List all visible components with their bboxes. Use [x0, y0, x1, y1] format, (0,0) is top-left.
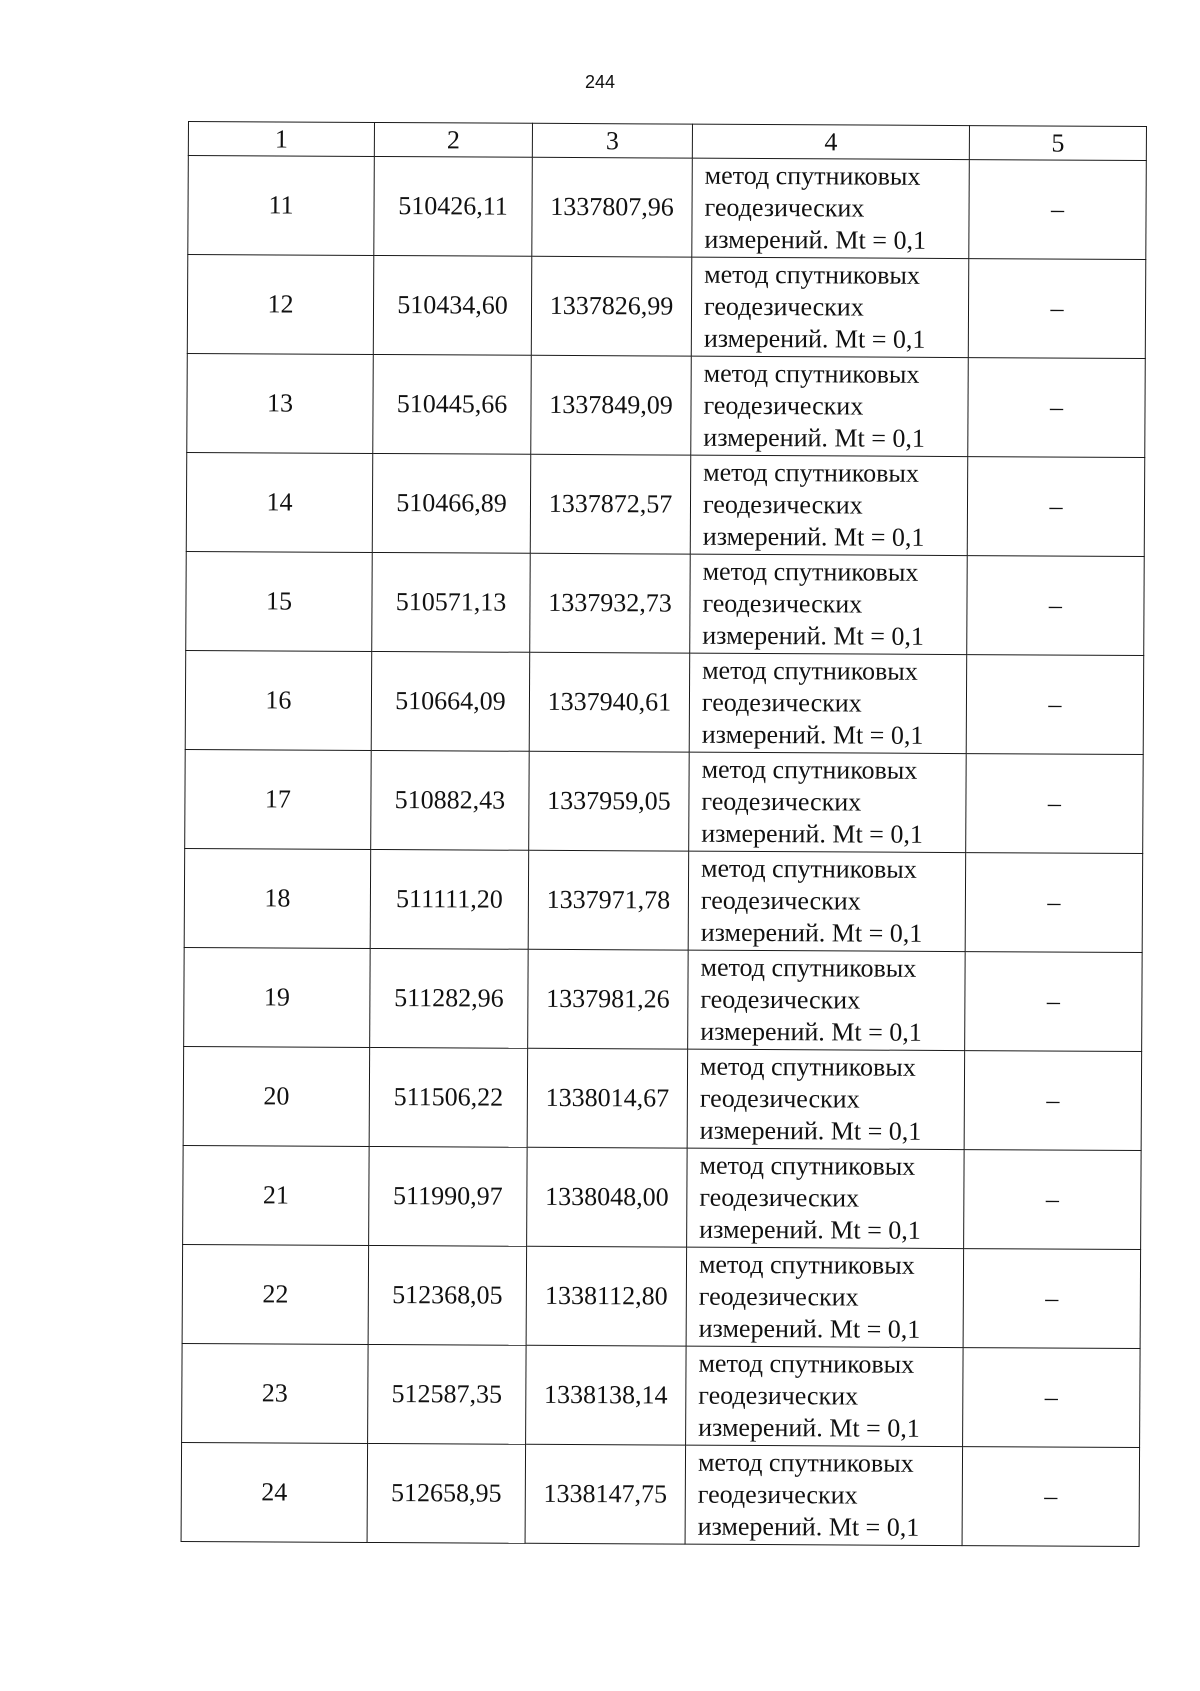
method-line: метод спутниковых — [701, 754, 918, 785]
method-line: геодезических — [697, 1479, 858, 1510]
method-line: метод спутниковых — [702, 655, 918, 686]
header-row — [188, 122, 1146, 161]
method-cell — [687, 1148, 965, 1248]
note-cell: – — [965, 853, 1143, 953]
method-line: метод спутниковых — [698, 1249, 915, 1280]
method-line: измерений. Mt = 0,1 — [701, 719, 924, 750]
note-cell: – — [964, 1150, 1142, 1250]
method-line: геодезических — [704, 192, 865, 223]
method-line: измерений. Mt = 0,1 — [698, 1313, 921, 1344]
method-line: измерений. Mt = 0,1 — [702, 620, 924, 651]
method-line: метод спутниковых — [698, 1348, 915, 1379]
note-cell: – — [967, 556, 1145, 656]
method-line: измерений. Mt = 0,1 — [700, 917, 923, 948]
y-coordinate-cell: 1337940,61 — [529, 652, 690, 752]
x-coordinate-cell: 511990,97 — [369, 1146, 528, 1246]
method-line: метод спутниковых — [700, 952, 917, 983]
x-coordinate-cell: 510445,66 — [373, 354, 532, 454]
table-row — [182, 1244, 1141, 1348]
method-cell — [686, 1247, 964, 1347]
x-coordinate-cell: 510882,43 — [371, 750, 530, 850]
method-line: геодезических — [700, 984, 861, 1015]
table-row — [185, 749, 1144, 853]
note-cell: – — [963, 1249, 1141, 1349]
method-cell — [685, 1445, 963, 1545]
method-line: метод спутниковых — [699, 1051, 916, 1082]
method-cell — [689, 653, 967, 753]
column-header-5: 5 — [969, 126, 1146, 161]
coordinates-table — [181, 121, 1147, 1547]
x-coordinate-cell: 510434,60 — [373, 255, 532, 355]
note-cell: – — [968, 358, 1146, 458]
method-line: измерений. Mt = 0,1 — [701, 818, 923, 849]
table-row — [187, 255, 1146, 359]
point-number-cell: 14 — [186, 452, 373, 552]
note-cell: – — [969, 160, 1147, 260]
point-number-cell: 20 — [183, 1046, 370, 1146]
column-header-4: 4 — [692, 124, 969, 159]
method-line: измерений. Mt = 0,1 — [703, 323, 926, 354]
note-cell: – — [964, 1051, 1142, 1151]
method-line: геодезических — [698, 1281, 859, 1312]
table-row — [184, 848, 1143, 952]
y-coordinate-cell: 1337807,96 — [532, 157, 693, 257]
y-coordinate-cell: 1338014,67 — [527, 1048, 688, 1148]
method-line: геодезических — [702, 489, 863, 520]
table-row — [183, 1046, 1142, 1150]
method-line: метод спутниковых — [704, 160, 921, 191]
method-line: метод спутниковых — [702, 556, 919, 587]
point-number-cell: 24 — [181, 1442, 368, 1542]
method-line: метод спутниковых — [703, 358, 920, 389]
method-cell — [690, 554, 968, 654]
y-coordinate-cell: 1338112,80 — [526, 1246, 687, 1346]
method-cell — [689, 752, 967, 852]
column-header-2: 2 — [374, 122, 532, 157]
note-cell: – — [967, 457, 1145, 557]
column-header-3: 3 — [532, 123, 692, 158]
x-coordinate-cell: 510466,89 — [372, 453, 531, 553]
page-number: 244 — [584, 72, 616, 92]
note-cell: – — [966, 754, 1144, 854]
method-cell — [688, 950, 966, 1050]
table-row — [183, 1145, 1142, 1249]
method-line: измерений. Mt = 0,1 — [704, 224, 927, 255]
method-line: метод спутниковых — [704, 259, 920, 290]
note-cell: – — [963, 1348, 1141, 1448]
x-coordinate-cell: 510664,09 — [371, 651, 530, 751]
point-number-cell: 11 — [188, 156, 375, 256]
method-cell — [690, 455, 968, 555]
method-cell — [688, 851, 966, 951]
method-line: измерений. Mt = 0,1 — [698, 1412, 920, 1443]
method-line: геодезических — [699, 1083, 860, 1114]
method-line: геодезических — [699, 1182, 860, 1213]
method-line: измерений. Mt = 0,1 — [702, 521, 925, 552]
method-cell — [692, 158, 970, 258]
y-coordinate-cell: 1338048,00 — [527, 1147, 688, 1247]
method-line: метод спутниковых — [701, 853, 917, 884]
x-coordinate-cell: 512658,95 — [367, 1443, 526, 1543]
table-row — [184, 947, 1143, 1051]
table-row — [187, 353, 1146, 457]
method-line: метод спутниковых — [699, 1150, 916, 1181]
y-coordinate-cell: 1337971,78 — [528, 850, 689, 950]
method-line: измерений. Mt = 0,1 — [699, 1214, 921, 1245]
method-line: измерений. Mt = 0,1 — [703, 422, 926, 453]
method-line: геодезических — [703, 390, 864, 421]
method-line: метод спутниковых — [697, 1447, 914, 1478]
x-coordinate-cell: 511506,22 — [369, 1047, 528, 1147]
x-coordinate-cell: 510571,13 — [372, 552, 531, 652]
note-cell: – — [966, 655, 1144, 755]
column-header-1: 1 — [188, 122, 374, 157]
method-line: геодезических — [701, 786, 862, 817]
x-coordinate-cell: 512368,05 — [368, 1245, 527, 1345]
table-row — [188, 156, 1147, 260]
point-number-cell: 19 — [184, 947, 371, 1047]
point-number-cell: 23 — [182, 1343, 369, 1443]
table-row — [181, 1442, 1140, 1546]
y-coordinate-cell: 1338138,14 — [526, 1345, 687, 1445]
point-number-cell: 15 — [186, 551, 373, 651]
table-row — [185, 650, 1144, 754]
point-number-cell: 21 — [183, 1145, 370, 1245]
x-coordinate-cell: 510426,11 — [374, 156, 533, 256]
method-cell — [691, 257, 969, 357]
x-coordinate-cell: 512587,35 — [368, 1344, 527, 1444]
table-body — [181, 156, 1146, 1547]
point-number-cell: 17 — [185, 749, 372, 849]
point-number-cell: 12 — [187, 255, 374, 355]
table-row — [186, 452, 1145, 556]
method-line: геодезических — [703, 291, 864, 322]
y-coordinate-cell: 1337981,26 — [528, 949, 689, 1049]
table-row — [186, 551, 1145, 655]
x-coordinate-cell: 511282,96 — [370, 948, 529, 1048]
method-line: геодезических — [698, 1380, 859, 1411]
note-cell: – — [965, 952, 1143, 1052]
y-coordinate-cell: 1337959,05 — [529, 751, 690, 851]
y-coordinate-cell: 1337849,09 — [531, 355, 692, 455]
method-line: измерений. Mt = 0,1 — [700, 1016, 922, 1047]
method-line: геодезических — [700, 885, 861, 916]
method-cell — [691, 356, 969, 456]
y-coordinate-cell: 1337826,99 — [531, 256, 692, 356]
point-number-cell: 18 — [184, 848, 371, 948]
point-number-cell: 22 — [182, 1244, 369, 1344]
method-cell — [686, 1346, 964, 1446]
method-line: геодезических — [702, 588, 863, 619]
y-coordinate-cell: 1337872,57 — [530, 454, 691, 554]
method-line: измерений. Mt = 0,1 — [699, 1115, 922, 1146]
table-header — [188, 122, 1146, 161]
note-cell: – — [962, 1447, 1140, 1547]
y-coordinate-cell: 1338147,75 — [525, 1444, 686, 1544]
point-number-cell: 16 — [185, 650, 372, 750]
method-line: метод спутниковых — [703, 457, 919, 488]
note-cell: – — [968, 259, 1146, 359]
table-row — [182, 1343, 1141, 1447]
method-line: измерений. Mt = 0,1 — [697, 1511, 920, 1542]
point-number-cell: 13 — [187, 353, 374, 453]
x-coordinate-cell: 511111,20 — [370, 849, 529, 949]
y-coordinate-cell: 1337932,73 — [530, 553, 691, 653]
method-cell — [687, 1049, 965, 1149]
method-line: геодезических — [701, 687, 862, 718]
